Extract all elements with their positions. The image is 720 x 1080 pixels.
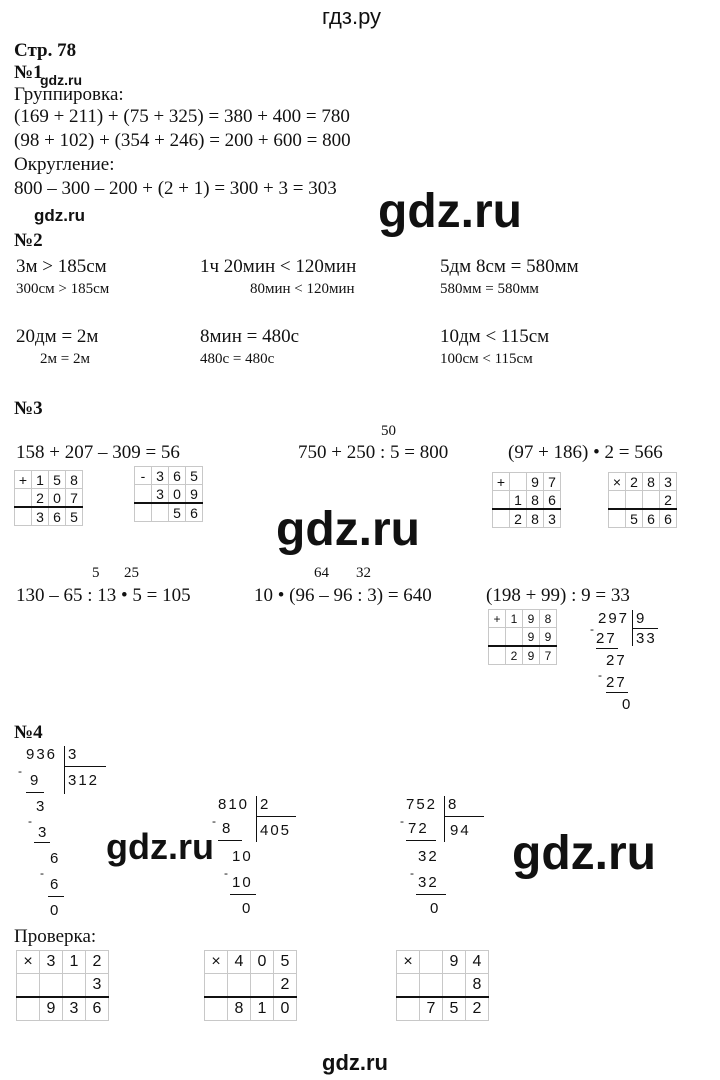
digit: 2 <box>660 491 677 510</box>
watermark-small-2: gdz.ru <box>34 206 85 225</box>
digit <box>40 974 63 998</box>
digit: 3 <box>544 509 561 528</box>
digit: 3 <box>660 473 677 491</box>
conversion-check: 480с = 480с <box>200 351 275 367</box>
conversion-main: 8мин = 480с <box>200 326 300 347</box>
conversion-check: 100см < 115см <box>440 351 533 367</box>
division-step: 0 <box>430 900 441 917</box>
column-sign: + <box>493 473 510 491</box>
column-sign: × <box>609 473 626 491</box>
digit: 5 <box>66 507 83 526</box>
digit: 7 <box>544 473 561 491</box>
digit: 1 <box>506 610 523 628</box>
digit: 2 <box>86 951 109 974</box>
division-step: 0 <box>50 902 61 919</box>
column-subtraction-1 <box>134 466 203 522</box>
digit <box>228 974 251 998</box>
division-step: 6 <box>50 850 61 867</box>
watermark-big-4: gdz.ru <box>512 827 656 880</box>
digit: 9 <box>443 951 466 974</box>
conversion-main: 10дм < 115см <box>440 326 550 347</box>
check-title: Проверка: <box>14 926 97 947</box>
minus-sign: - <box>224 866 230 880</box>
minus-sign: - <box>400 814 406 828</box>
column-addition-2 <box>492 472 561 528</box>
rounding-line: 800 – 300 – 200 + (2 + 1) = 300 + 3 = 303 <box>14 178 337 199</box>
divisor: 8 <box>448 796 459 813</box>
division-step: 8 <box>222 820 233 837</box>
digit: 3 <box>86 974 109 998</box>
digit: 9 <box>523 646 540 665</box>
digit <box>251 974 274 998</box>
digit: 5 <box>443 997 466 1021</box>
check-multiplication-3 <box>396 950 489 1021</box>
task1-line-2: (98 + 102) + (354 + 246) = 200 + 600 = 800 <box>14 130 351 151</box>
check-multiplication-1 <box>16 950 109 1021</box>
dividend: 936 <box>26 746 58 763</box>
digit: 5 <box>274 951 297 974</box>
equation-2: 750 + 250 : 5 = 800 <box>298 442 449 463</box>
conversion-main: 3м > 185см <box>16 256 107 277</box>
digit <box>420 974 443 998</box>
digit: 6 <box>544 491 561 510</box>
check-multiplication-2 <box>204 950 297 1021</box>
minus-sign: - <box>212 814 218 828</box>
column-sign: - <box>135 467 152 485</box>
digit: 0 <box>274 997 297 1021</box>
digit: 3 <box>152 467 169 485</box>
digit: 8 <box>540 610 557 628</box>
conversion-main: 5дм 8см = 580мм <box>440 256 579 277</box>
digit: 8 <box>66 471 83 489</box>
digit: 0 <box>49 489 66 508</box>
digit: 8 <box>466 974 489 998</box>
grouping-title: Группировка: <box>14 84 124 105</box>
division-step: 0 <box>622 696 633 713</box>
column-sign: + <box>15 471 32 489</box>
dividend: 297 <box>598 610 630 627</box>
rounding-title: Округление: <box>14 154 115 175</box>
equation-3: (97 + 186) • 2 = 566 <box>508 442 663 463</box>
quotient: 33 <box>636 630 657 647</box>
division-step: 27 <box>606 652 627 669</box>
minus-sign: - <box>590 622 596 636</box>
digit: 7 <box>420 997 443 1021</box>
digit <box>506 628 523 647</box>
divisor: 3 <box>68 746 79 763</box>
order-note: 64 <box>314 565 329 581</box>
digit: 4 <box>228 951 251 974</box>
column-sign: × <box>397 951 420 974</box>
minus-sign: - <box>18 764 24 778</box>
division-step: 32 <box>418 848 439 865</box>
digit <box>643 491 660 510</box>
digit: 2 <box>274 974 297 998</box>
conversion-check: 580мм = 580мм <box>440 281 539 297</box>
digit: 6 <box>49 507 66 526</box>
digit: 1 <box>63 951 86 974</box>
digit: 9 <box>523 628 540 647</box>
division-step: 32 <box>418 874 439 891</box>
column-addition-3 <box>488 609 557 665</box>
digit: 3 <box>40 951 63 974</box>
digit: 9 <box>523 610 540 628</box>
division-step: 10 <box>232 874 253 891</box>
watermark-big-1: gdz.ru <box>378 185 522 238</box>
division-step: 0 <box>242 900 253 917</box>
digit: 8 <box>643 473 660 491</box>
conversion-check: 300см > 185см <box>16 281 110 297</box>
digit: 0 <box>251 951 274 974</box>
digit: 5 <box>169 503 186 522</box>
order-note: 50 <box>381 423 396 439</box>
digit: 9 <box>540 628 557 647</box>
division-step: 6 <box>50 876 61 893</box>
division-step: 10 <box>232 848 253 865</box>
digit: 8 <box>228 997 251 1021</box>
dividend: 810 <box>218 796 250 813</box>
digit: 5 <box>49 471 66 489</box>
digit <box>510 473 527 491</box>
digit <box>152 503 169 522</box>
digit: 1 <box>251 997 274 1021</box>
minus-sign: - <box>28 814 34 828</box>
dividend: 752 <box>406 796 438 813</box>
conversion-main: 1ч 20мин < 120мин <box>200 256 357 277</box>
column-sign: × <box>17 951 40 974</box>
digit: 5 <box>186 467 203 485</box>
digit: 3 <box>152 485 169 504</box>
digit: 3 <box>32 507 49 526</box>
order-note: 32 <box>356 565 371 581</box>
minus-sign: - <box>410 866 416 880</box>
conversion-check: 2м = 2м <box>40 351 90 367</box>
division-step: 27 <box>606 674 627 691</box>
task1-line-1: (169 + 211) + (75 + 325) = 380 + 400 = 780 <box>14 106 350 127</box>
digit: 9 <box>527 473 544 491</box>
digit: 8 <box>527 491 544 510</box>
task1-label: №1 <box>14 62 43 83</box>
digit: 6 <box>660 509 677 528</box>
digit: 8 <box>527 509 544 528</box>
minus-sign: - <box>598 668 604 682</box>
equation-1: 158 + 207 – 309 = 56 <box>16 442 180 463</box>
digit: 2 <box>510 509 527 528</box>
divisor: 9 <box>636 610 647 627</box>
equation-4: 130 – 65 : 13 • 5 = 105 <box>16 585 191 606</box>
digit: 2 <box>466 997 489 1021</box>
divisor: 2 <box>260 796 271 813</box>
division-step: 3 <box>38 824 49 841</box>
digit: 1 <box>32 471 49 489</box>
division-step: 72 <box>408 820 429 837</box>
minus-sign: - <box>40 866 46 880</box>
column-multiplication-2 <box>608 472 677 528</box>
quotient: 405 <box>260 822 292 839</box>
digit: 2 <box>626 473 643 491</box>
digit <box>626 491 643 510</box>
equation-5: 10 • (96 – 96 : 3) = 640 <box>254 585 432 606</box>
watermark-big-2: gdz.ru <box>276 503 420 556</box>
digit: 6 <box>643 509 660 528</box>
digit: 7 <box>540 646 557 665</box>
conversion-check: 80мин < 120мин <box>250 281 355 297</box>
digit: 9 <box>186 485 203 504</box>
column-sign: × <box>205 951 228 974</box>
order-note: 5 <box>92 565 100 581</box>
division-step: 3 <box>36 798 47 815</box>
digit: 6 <box>169 467 186 485</box>
digit: 0 <box>169 485 186 504</box>
digit: 9 <box>40 997 63 1021</box>
watermark-top: гдз.ру <box>322 4 382 29</box>
column-sign: + <box>489 610 506 628</box>
column-addition-1 <box>14 470 83 526</box>
digit: 7 <box>66 489 83 508</box>
conversion-main: 20дм = 2м <box>16 326 99 347</box>
watermark-big-3: gdz.ru <box>106 826 214 867</box>
digit <box>443 974 466 998</box>
digit: 1 <box>510 491 527 510</box>
digit: 4 <box>466 951 489 974</box>
digit: 6 <box>186 503 203 522</box>
page-number: Стр. 78 <box>14 40 77 61</box>
digit: 2 <box>32 489 49 508</box>
division-step: 27 <box>596 630 617 647</box>
watermark-small-1: gdz.ru <box>40 72 82 88</box>
quotient: 312 <box>68 772 100 789</box>
digit <box>420 951 443 974</box>
digit: 3 <box>63 997 86 1021</box>
task2-label: №2 <box>14 230 43 251</box>
equation-6: (198 + 99) : 9 = 33 <box>486 585 630 606</box>
digit <box>63 974 86 998</box>
task4-label: №4 <box>14 722 43 743</box>
order-note: 25 <box>124 565 139 581</box>
digit: 6 <box>86 997 109 1021</box>
quotient: 94 <box>450 822 471 839</box>
division-step: 9 <box>30 772 41 789</box>
task3-label: №3 <box>14 398 43 419</box>
digit: 2 <box>506 646 523 665</box>
digit: 5 <box>626 509 643 528</box>
watermark-bottom: gdz.ru <box>322 1050 388 1075</box>
